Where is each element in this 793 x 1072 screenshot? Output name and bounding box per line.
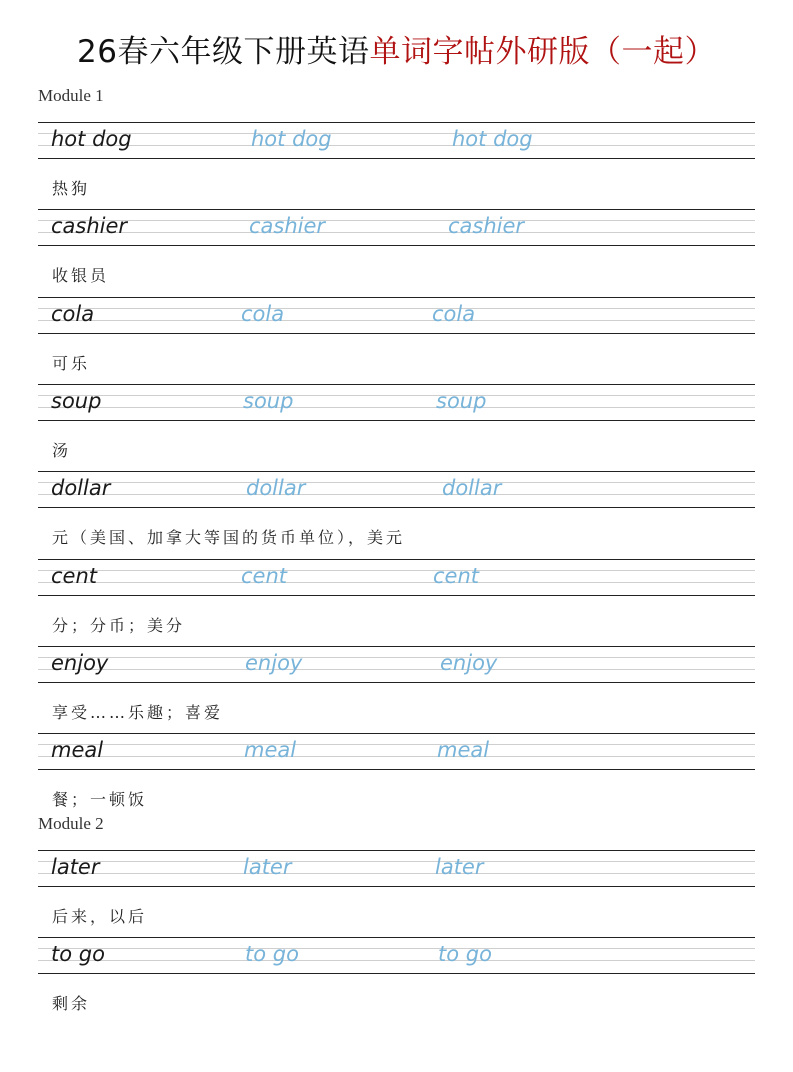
word-meaning: 热狗 xyxy=(52,179,91,198)
example-word: enjoy xyxy=(51,651,109,675)
ruling-line xyxy=(38,873,755,874)
ruling-line xyxy=(38,948,755,949)
trace-word: later xyxy=(243,855,292,879)
ruling-line xyxy=(38,669,755,670)
trace-word: later xyxy=(435,855,484,879)
ruling-line xyxy=(38,158,755,159)
ruling-line xyxy=(38,769,755,770)
trace-word: hot dog xyxy=(251,127,332,151)
trace-word: cashier xyxy=(249,214,326,238)
ruling-line xyxy=(38,209,755,210)
ruling-line xyxy=(38,133,755,134)
trace-word: cent xyxy=(241,564,288,588)
ruling-line xyxy=(38,744,755,745)
example-word: to go xyxy=(51,942,105,966)
ruling-line xyxy=(38,733,755,734)
trace-word: enjoy xyxy=(440,651,498,675)
title-part-1: 26春六年级下册英语 xyxy=(77,34,370,70)
example-word: cent xyxy=(51,564,98,588)
ruling-line xyxy=(38,407,755,408)
word-meaning: 可乐 xyxy=(52,354,91,373)
ruling-line xyxy=(38,850,755,851)
ruling-line xyxy=(38,595,755,596)
trace-word: cola xyxy=(241,302,285,326)
ruling-line xyxy=(38,232,755,233)
word-meaning: 剩余 xyxy=(52,994,91,1013)
word-meaning: 收银员 xyxy=(52,266,110,285)
trace-word: to go xyxy=(438,942,492,966)
ruling-line xyxy=(38,494,755,495)
trace-word: cashier xyxy=(448,214,525,238)
writing-row xyxy=(38,937,755,974)
trace-word: cola xyxy=(432,302,476,326)
ruling-line xyxy=(38,937,755,938)
example-word: dollar xyxy=(51,476,111,500)
ruling-line xyxy=(38,682,755,683)
writing-row xyxy=(38,850,755,887)
example-word: later xyxy=(51,855,100,879)
ruling-line xyxy=(38,960,755,961)
ruling-line xyxy=(38,582,755,583)
trace-word: dollar xyxy=(246,476,306,500)
word-meaning: 汤 xyxy=(52,441,72,460)
word-meaning: 餐；一顿饭 xyxy=(52,790,148,809)
ruling-line xyxy=(38,333,755,334)
ruling-line xyxy=(38,861,755,862)
module-heading: Module 1 xyxy=(38,86,104,105)
ruling-line xyxy=(38,145,755,146)
writing-row xyxy=(38,733,755,770)
ruling-line xyxy=(38,395,755,396)
trace-word: meal xyxy=(437,738,490,762)
ruling-line xyxy=(38,320,755,321)
writing-row xyxy=(38,122,755,159)
writing-row xyxy=(38,384,755,421)
ruling-line xyxy=(38,886,755,887)
ruling-line xyxy=(38,297,755,298)
ruling-line xyxy=(38,482,755,483)
ruling-line xyxy=(38,384,755,385)
trace-word: soup xyxy=(436,389,487,413)
ruling-line xyxy=(38,973,755,974)
trace-word: cent xyxy=(433,564,480,588)
example-word: soup xyxy=(51,389,102,413)
ruling-line xyxy=(38,308,755,309)
title-part-2: 单词字帖外研版（一起） xyxy=(369,34,716,70)
ruling-line xyxy=(38,756,755,757)
example-word: cola xyxy=(51,302,95,326)
ruling-line xyxy=(38,420,755,421)
writing-row xyxy=(38,297,755,334)
trace-word: meal xyxy=(244,738,297,762)
word-meaning: 享受……乐趣；喜爱 xyxy=(52,703,224,722)
word-meaning: 后来，以后 xyxy=(52,907,148,926)
ruling-line xyxy=(38,559,755,560)
word-meaning: 元（美国、加拿大等国的货币单位），美元 xyxy=(52,528,406,547)
trace-word: dollar xyxy=(442,476,502,500)
trace-word: hot dog xyxy=(452,127,533,151)
example-word: hot dog xyxy=(51,127,132,151)
ruling-line xyxy=(38,507,755,508)
ruling-line xyxy=(38,471,755,472)
writing-row xyxy=(38,559,755,596)
ruling-line xyxy=(38,646,755,647)
ruling-line xyxy=(38,570,755,571)
module-heading: Module 2 xyxy=(38,814,104,833)
ruling-line xyxy=(38,220,755,221)
example-word: cashier xyxy=(51,214,128,238)
trace-word: enjoy xyxy=(245,651,303,675)
word-meaning: 分；分币；美分 xyxy=(52,616,186,635)
writing-row xyxy=(38,471,755,508)
trace-word: soup xyxy=(243,389,294,413)
writing-row xyxy=(38,209,755,246)
example-word: meal xyxy=(51,738,104,762)
ruling-line xyxy=(38,245,755,246)
ruling-line xyxy=(38,122,755,123)
page-title xyxy=(0,28,793,76)
ruling-line xyxy=(38,657,755,658)
trace-word: to go xyxy=(245,942,299,966)
writing-row xyxy=(38,646,755,683)
